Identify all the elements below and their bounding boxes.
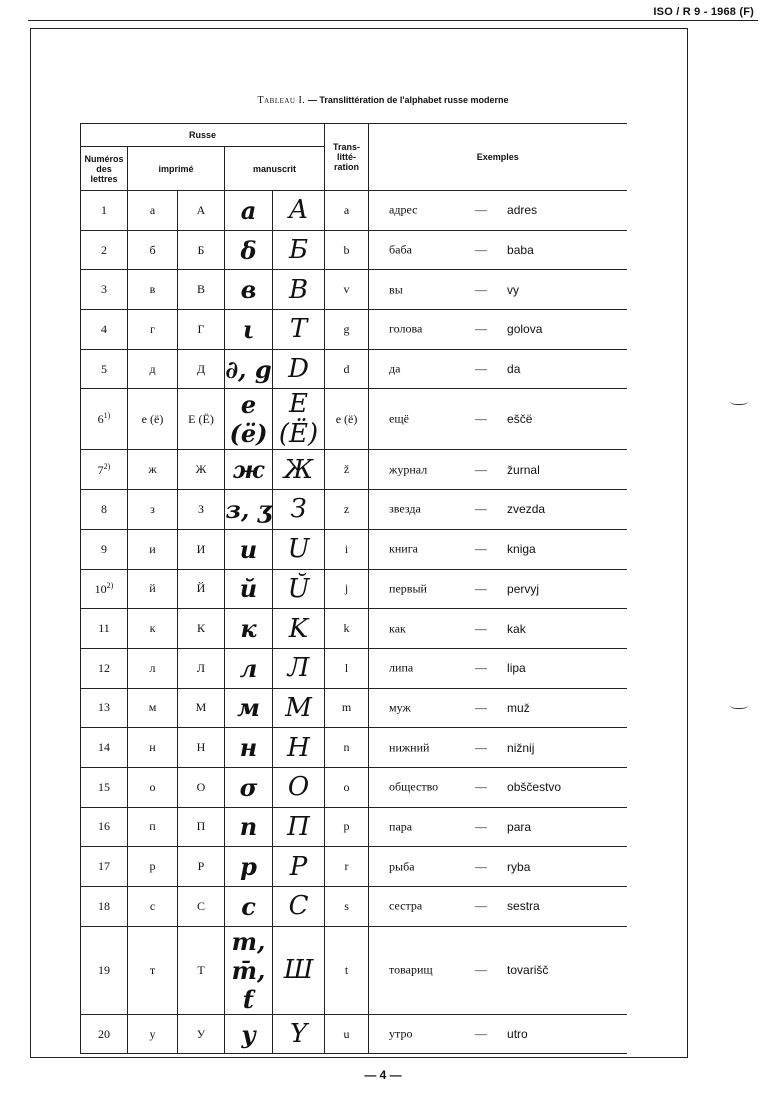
printed-lower: о [128, 767, 178, 807]
printed-lower: е (ё) [128, 389, 178, 450]
example-dash: — [475, 859, 488, 874]
letter-number: 7$^{2)}$ [81, 450, 128, 490]
example-russian: звезда [389, 501, 421, 516]
handwritten-upper: Y [273, 1014, 325, 1054]
handwritten-upper: Л [273, 648, 325, 688]
top-rule [28, 20, 758, 21]
example-cell [369, 349, 627, 389]
transliteration: g [325, 310, 369, 350]
table-row [81, 887, 627, 927]
handwritten-upper: Б [273, 230, 325, 270]
printed-upper: К [178, 609, 225, 649]
transliteration: n [325, 728, 369, 768]
handwritten-lower: m, m̄, ƭ [225, 926, 273, 1014]
handwritten-upper: П [273, 807, 325, 847]
transliteration: e (ë) [325, 389, 369, 450]
footnote-marker: 2) [103, 461, 111, 471]
table-row [81, 230, 627, 270]
letter-number: 13 [81, 688, 128, 728]
handwritten-upper: M [273, 688, 325, 728]
printed-lower: з [128, 490, 178, 530]
letter-number: 11 [81, 609, 128, 649]
example-latin: para [507, 819, 532, 834]
handwritten-upper: B [273, 270, 325, 310]
printed-upper: А [178, 191, 225, 231]
example-latin: ryba [507, 859, 531, 874]
transliteration: i [325, 529, 369, 569]
handwritten-lower: ж [225, 450, 273, 490]
handwritten-upper: D [273, 349, 325, 389]
printed-upper: Т [178, 926, 225, 1014]
example-russian: муж [389, 700, 411, 715]
example-latin: sestra [507, 899, 540, 914]
example-cell [369, 270, 627, 310]
example-dash: — [475, 819, 488, 834]
handwritten-upper: O [273, 767, 325, 807]
handwritten-upper: U [273, 529, 325, 569]
example-latin: baba [507, 243, 534, 258]
example-dash: — [475, 779, 488, 794]
handwritten-upper: Ш [273, 926, 325, 1014]
letter-number: 5 [81, 349, 128, 389]
transliteration-table [80, 123, 627, 1054]
example-russian: голова [389, 321, 423, 336]
handwritten-lower: y [225, 1014, 273, 1054]
transliteration: o [325, 767, 369, 807]
handwritten-lower: c [225, 887, 273, 927]
printed-lower: л [128, 648, 178, 688]
letter-number: 2 [81, 230, 128, 270]
handwritten-lower: e (ë) [225, 389, 273, 450]
handwritten-lower: σ [225, 767, 273, 807]
example-cell [369, 230, 627, 270]
printed-upper: Н [178, 728, 225, 768]
table-row [81, 807, 627, 847]
transliteration: d [325, 349, 369, 389]
table-row [81, 648, 627, 688]
printed-lower: с [128, 887, 178, 927]
example-cell [369, 310, 627, 350]
printed-upper: О [178, 767, 225, 807]
transliteration: s [325, 887, 369, 927]
example-cell [369, 926, 627, 1014]
example-russian: рыба [389, 859, 415, 874]
example-russian: первый [389, 581, 427, 596]
transliteration: j [325, 569, 369, 609]
letter-number: 17 [81, 847, 128, 887]
example-latin: žurnal [507, 462, 540, 477]
example-cell [369, 609, 627, 649]
example-russian: пара [389, 819, 413, 834]
table-row [81, 847, 627, 887]
example-russian: ещё [389, 411, 409, 426]
letter-number: 12 [81, 648, 128, 688]
example-dash: — [475, 898, 488, 913]
margin-mark [730, 700, 748, 709]
printed-lower: д [128, 349, 178, 389]
printed-upper: Е (Ё) [178, 389, 225, 450]
table-row [81, 450, 627, 490]
handwritten-lower: в [225, 270, 273, 310]
example-latin: kak [507, 621, 526, 636]
example-cell [369, 767, 627, 807]
table-row [81, 1014, 627, 1054]
page-number: — 4 — [364, 1068, 402, 1082]
example-dash: — [475, 541, 488, 556]
transliteration: u [325, 1014, 369, 1054]
printed-lower: р [128, 847, 178, 887]
table-row [81, 490, 627, 530]
table-row [81, 310, 627, 350]
letter-number: 14 [81, 728, 128, 768]
example-latin: vy [507, 282, 520, 297]
example-russian: товарищ [389, 962, 433, 977]
printed-lower: й [128, 569, 178, 609]
example-cell [369, 1014, 627, 1054]
example-dash: — [475, 282, 488, 297]
example-cell [369, 688, 627, 728]
example-dash: — [475, 242, 488, 257]
example-cell [369, 490, 627, 530]
example-russian: утро [389, 1026, 413, 1041]
printed-upper: Б [178, 230, 225, 270]
printed-upper: У [178, 1014, 225, 1054]
letter-number: 15 [81, 767, 128, 807]
example-dash: — [475, 321, 488, 336]
footnote-marker: 1) [103, 411, 111, 421]
header-russe: Russe [81, 124, 325, 147]
header-numeros: Numéros des lettres [81, 147, 128, 191]
example-russian: общество [389, 779, 439, 794]
printed-upper: Р [178, 847, 225, 887]
printed-lower: к [128, 609, 178, 649]
handwritten-upper: Ж [273, 450, 325, 490]
transliteration: ž [325, 450, 369, 490]
transliteration: r [325, 847, 369, 887]
example-latin: kniga [507, 542, 536, 557]
table-row [81, 569, 627, 609]
document-code: ISO / R 9 - 1968 (F) [653, 6, 754, 18]
example-cell [369, 887, 627, 927]
example-russian: журнал [389, 462, 428, 477]
example-cell [369, 807, 627, 847]
example-latin: lipa [507, 661, 526, 676]
printed-lower: ж [128, 450, 178, 490]
printed-upper: Й [178, 569, 225, 609]
handwritten-lower: ∂, g [225, 349, 273, 389]
handwritten-upper: E (Ë) [273, 389, 325, 450]
printed-upper: Д [178, 349, 225, 389]
handwritten-lower: з, ʒ [225, 490, 273, 530]
example-dash: — [475, 202, 488, 217]
letter-number: 9 [81, 529, 128, 569]
example-cell [369, 389, 627, 450]
transliteration: t [325, 926, 369, 1014]
example-dash: — [475, 361, 488, 376]
handwritten-upper: Ŭ [273, 569, 325, 609]
table-row [81, 926, 627, 1014]
table-row [81, 191, 627, 231]
printed-upper: П [178, 807, 225, 847]
example-russian: адрес [389, 202, 418, 217]
example-latin: golova [507, 322, 543, 337]
example-cell [369, 648, 627, 688]
transliteration: m [325, 688, 369, 728]
printed-upper: М [178, 688, 225, 728]
transliteration: a [325, 191, 369, 231]
printed-upper: Ж [178, 450, 225, 490]
letter-number: 8 [81, 490, 128, 530]
printed-upper: В [178, 270, 225, 310]
printed-lower: в [128, 270, 178, 310]
letter-number: 20 [81, 1014, 128, 1054]
example-dash: — [475, 501, 488, 516]
example-latin: pervyj [507, 581, 540, 596]
printed-lower: б [128, 230, 178, 270]
example-latin: zvezda [507, 502, 546, 517]
printed-lower: н [128, 728, 178, 768]
example-cell [369, 450, 627, 490]
transliteration: k [325, 609, 369, 649]
printed-upper: Л [178, 648, 225, 688]
letter-number: 1 [81, 191, 128, 231]
table-row [81, 389, 627, 450]
letter-number: 4 [81, 310, 128, 350]
table-row [81, 728, 627, 768]
table-body [81, 191, 627, 1054]
handwritten-lower: p [225, 847, 273, 887]
table-title-prefix: Tableau I. [257, 95, 306, 106]
letter-number: 3 [81, 270, 128, 310]
handwritten-lower: δ [225, 230, 273, 270]
handwritten-lower: к [225, 609, 273, 649]
example-russian: да [389, 361, 401, 376]
example-cell [369, 569, 627, 609]
transliteration: b [325, 230, 369, 270]
handwritten-upper: H [273, 728, 325, 768]
handwritten-upper: K [273, 609, 325, 649]
example-dash: — [475, 621, 488, 636]
header-translit: Trans- litté- ration [325, 124, 369, 191]
example-latin: da [507, 362, 521, 377]
table-row [81, 688, 627, 728]
example-latin: nižnij [507, 740, 535, 755]
handwritten-lower: ι [225, 310, 273, 350]
example-latin: tovarišč [507, 963, 549, 978]
handwritten-lower: м [225, 688, 273, 728]
table-row [81, 767, 627, 807]
printed-lower: а [128, 191, 178, 231]
printed-lower: м [128, 688, 178, 728]
transliteration: p [325, 807, 369, 847]
letter-number: 10$^{2)}$ [81, 569, 128, 609]
table-row [81, 270, 627, 310]
handwritten-upper: T [273, 310, 325, 350]
example-russian: книга [389, 541, 418, 556]
example-latin: adres [507, 203, 538, 218]
example-russian: как [389, 621, 406, 636]
example-dash: — [475, 962, 488, 977]
example-dash: — [475, 462, 488, 477]
example-latin: muž [507, 700, 530, 715]
printed-lower: г [128, 310, 178, 350]
handwritten-lower: н [225, 728, 273, 768]
handwritten-lower: ŭ [225, 569, 273, 609]
transliteration: l [325, 648, 369, 688]
handwritten-upper: C [273, 887, 325, 927]
table-row [81, 529, 627, 569]
example-cell [369, 529, 627, 569]
example-dash: — [475, 411, 488, 426]
handwritten-lower: л [225, 648, 273, 688]
printed-lower: у [128, 1014, 178, 1054]
example-latin: obščestvo [507, 780, 562, 795]
transliteration: v [325, 270, 369, 310]
header-manuscrit: manuscrit [225, 147, 325, 191]
printed-lower: и [128, 529, 178, 569]
example-latin: eščё [507, 412, 533, 427]
header-imprime: imprimé [128, 147, 225, 191]
example-dash: — [475, 1026, 488, 1041]
transliteration: z [325, 490, 369, 530]
example-cell [369, 191, 627, 231]
printed-upper: Г [178, 310, 225, 350]
handwritten-lower: a [225, 191, 273, 231]
example-dash: — [475, 700, 488, 715]
header-exemples: Exemples [369, 124, 627, 191]
example-dash: — [475, 740, 488, 755]
letter-number: 16 [81, 807, 128, 847]
table-title [0, 95, 766, 106]
handwritten-upper: A [273, 191, 325, 231]
letter-number: 6$^{1)}$ [81, 389, 128, 450]
letter-number: 19 [81, 926, 128, 1014]
footnote-marker: 2) [106, 580, 114, 590]
example-russian: нижний [389, 740, 430, 755]
printed-upper: З [178, 490, 225, 530]
example-russian: баба [389, 242, 412, 257]
example-cell [369, 728, 627, 768]
example-russian: вы [389, 282, 403, 297]
printed-lower: п [128, 807, 178, 847]
margin-mark [730, 396, 748, 405]
example-dash: — [475, 660, 488, 675]
letter-number: 18 [81, 887, 128, 927]
example-latin: utro [507, 1027, 528, 1042]
table-row [81, 349, 627, 389]
printed-upper: И [178, 529, 225, 569]
handwritten-lower: u [225, 529, 273, 569]
printed-lower: т [128, 926, 178, 1014]
table-title-text: — Translittération de l'alphabet russe moderne [307, 95, 509, 105]
handwritten-upper: P [273, 847, 325, 887]
example-russian: сестра [389, 898, 423, 913]
example-dash: — [475, 581, 488, 596]
printed-upper: С [178, 887, 225, 927]
example-cell [369, 847, 627, 887]
example-russian: липа [389, 660, 414, 675]
table-row [81, 609, 627, 649]
handwritten-lower: n [225, 807, 273, 847]
handwritten-upper: З [273, 490, 325, 530]
